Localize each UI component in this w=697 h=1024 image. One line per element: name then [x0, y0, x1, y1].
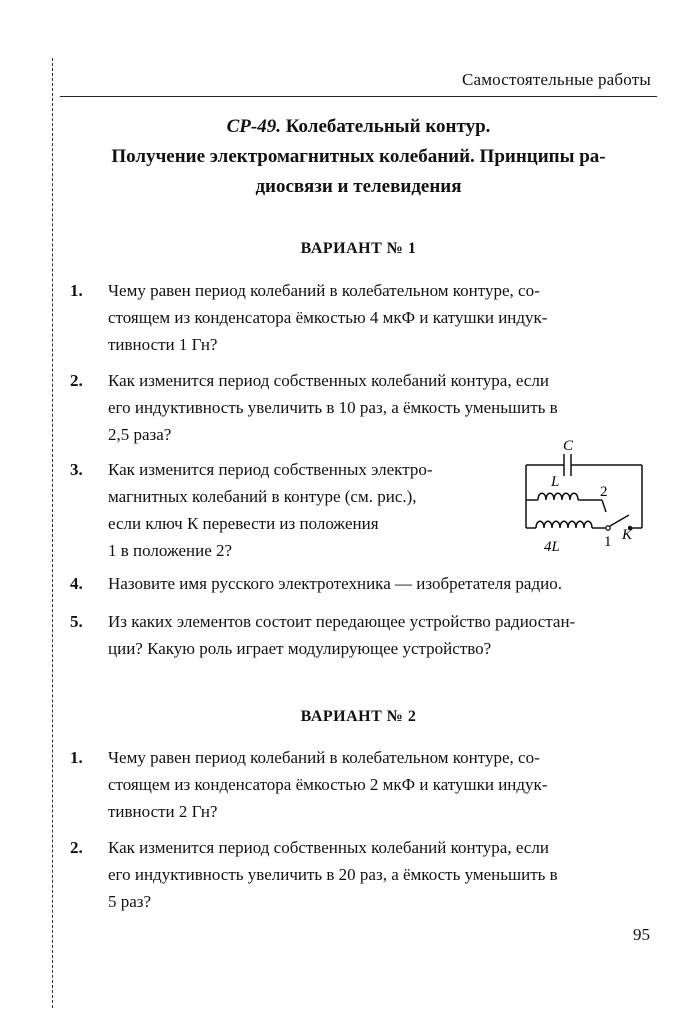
question-line: его индуктивность увеличить в 10 раз, а ёмкость уменьшить в: [108, 398, 558, 417]
question-text: [108, 456, 508, 564]
title-line-2: Получение электромагнитных колебаний. Принципы ра-: [111, 146, 606, 167]
inductor-l-coil: [538, 493, 578, 500]
question-line: Чему равен период колебаний в колебательном контуре, со-: [108, 281, 540, 300]
margin-dashed-line: [52, 58, 53, 1008]
position-1-label: 1: [604, 534, 612, 550]
question-line: Как изменится период собственных колебаний контура, если: [108, 371, 549, 390]
position-2-label: 2: [600, 484, 608, 500]
question-line: Из каких элементов состоит передающее устройство радиостан-: [108, 612, 576, 631]
question-line: Как изменится период собственных колебаний контура, если: [108, 838, 549, 857]
question-line: его индуктивность увеличить в 20 раз, а ёмкость уменьшить в: [108, 865, 558, 884]
question-number: 2.: [70, 371, 83, 390]
inductor-label: L: [551, 474, 560, 490]
header-rule: [60, 96, 657, 97]
page-number: 95: [633, 925, 650, 944]
question-text: [108, 277, 638, 358]
title-code: СР-49.: [226, 116, 281, 137]
title-line-1: [60, 112, 657, 142]
question-line: Чему равен период колебаний в колебательном контуре, со-: [108, 748, 540, 767]
question-number: 1.: [70, 748, 83, 767]
title-line-3: диосвязи и телевидения: [255, 176, 462, 197]
question-line: стоящем из конденсатора ёмкостью 4 мкФ и катушки индук-: [108, 308, 548, 327]
switch-blade: [610, 515, 629, 526]
question-line: Как изменится период собственных электро-: [108, 460, 433, 479]
question-text: [108, 608, 638, 662]
question-line: Назовите имя русского электротехника — изобретателя радио.: [108, 574, 562, 593]
question-line: магнитных колебаний в контуре (см. рис.),: [108, 487, 417, 506]
switch-contact-1: [606, 526, 610, 530]
question-text: [108, 834, 638, 915]
question-line: 1 в положение 2?: [108, 541, 233, 560]
circuit-diagram: [518, 440, 653, 555]
question-line: 5 раз?: [108, 892, 152, 911]
question-number: 4.: [70, 574, 83, 593]
question-line: тивности 2 Гн?: [108, 802, 218, 821]
capacitor-label: C: [563, 440, 574, 454]
question-text: [108, 744, 638, 825]
question-line: стоящем из конденсатора ёмкостью 2 мкФ и катушки индук-: [108, 775, 548, 794]
running-header: Самостоятельные работы: [461, 70, 651, 89]
question-line: если ключ К перевести из положения: [108, 514, 379, 533]
question-line: ции? Какую роль играет модулирующее устройство?: [108, 639, 492, 658]
wire-contact-2: [602, 500, 606, 512]
question-line: тивности 1 Гн?: [108, 335, 218, 354]
question-number: 3.: [70, 460, 83, 479]
page-title: [60, 112, 657, 202]
question-number: 2.: [70, 838, 83, 857]
question-number: 5.: [70, 612, 83, 631]
question-line: 2,5 раза?: [108, 425, 172, 444]
variant-2-heading: ВАРИАНТ № 2: [300, 708, 417, 725]
inductor-4l-coil: [536, 521, 592, 528]
inductor-4l-label: 4L: [544, 539, 560, 555]
switch-label: K: [622, 527, 633, 543]
question-text: [108, 570, 638, 597]
title-line-1-text: Колебательный контур.: [280, 116, 491, 137]
question-number: 1.: [70, 281, 83, 300]
question-text: [108, 367, 638, 448]
variant-1-heading: ВАРИАНТ № 1: [300, 240, 417, 257]
